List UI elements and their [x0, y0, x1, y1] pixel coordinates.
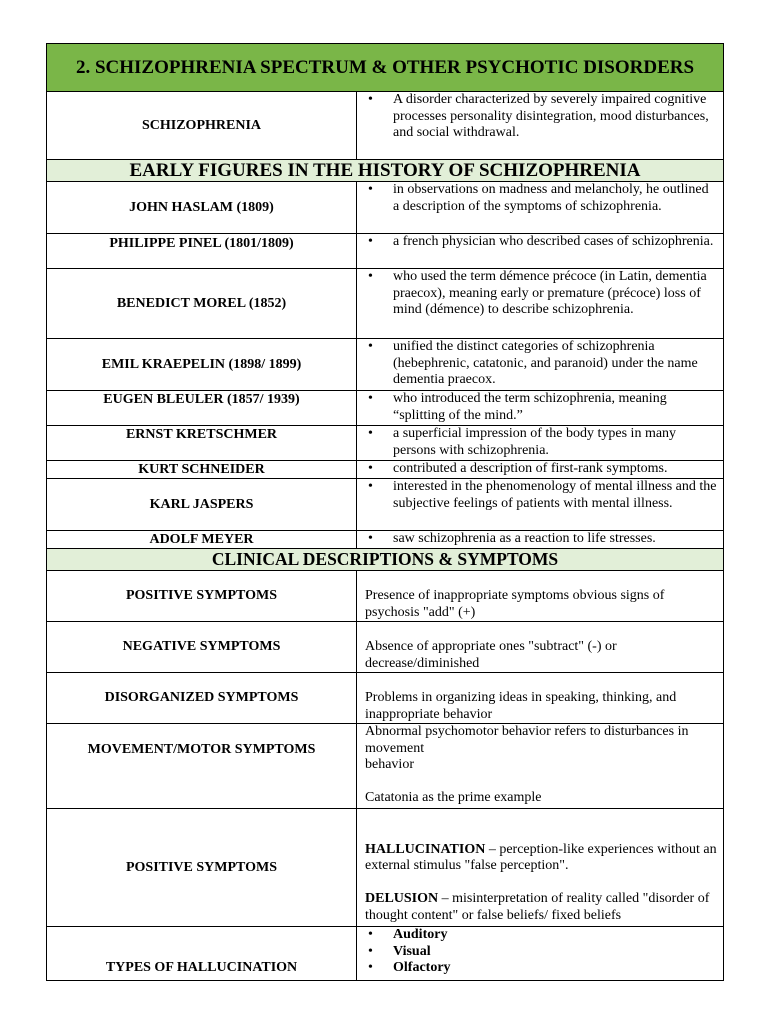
- figure-row: [47, 479, 724, 531]
- motor-line-3: Catatonia as the prime example: [365, 790, 542, 805]
- list-item: [368, 927, 717, 944]
- figure-desc: a superficial impression of the body types in many persons with schizophrenia.: [393, 426, 677, 458]
- motor-line-1: Abnormal psychomotor behavior refers to disturbances in movement: [365, 724, 689, 756]
- figure-desc-cell: [357, 269, 724, 339]
- figure-desc: who introduced the term schizophrenia, meaning “splitting of the mind.”: [393, 391, 667, 423]
- bullet-icon: •: [368, 92, 373, 107]
- list-item: [368, 960, 717, 977]
- figure-desc-cell: [357, 234, 724, 269]
- figure-name: PHILIPPE PINEL (1801/1809): [47, 234, 357, 269]
- delusion-definition: [365, 891, 719, 924]
- figure-desc: interested in the phenomenology of mental illness and the subjective feelings of patients with mental illness.: [393, 479, 717, 511]
- section-heading-early-figures: EARLY FIGURES IN THE HISTORY OF SCHIZOPHRENIA: [47, 160, 724, 182]
- symptom-desc: Problems in organizing ideas in speaking, thinking, and inappropriate behavior: [357, 673, 724, 724]
- figure-row: [47, 234, 724, 269]
- bullet-icon: •: [368, 927, 373, 942]
- figure-row: [47, 461, 724, 479]
- figure-row: [47, 269, 724, 339]
- figure-name: EMIL KRAEPELIN (1898/ 1899): [47, 339, 357, 391]
- hallucination-type: Auditory: [393, 927, 448, 942]
- symptom-label: MOVEMENT/MOTOR SYMPTOMS: [47, 724, 357, 809]
- hallucination-definition: [365, 842, 719, 875]
- figure-row: [47, 339, 724, 391]
- hallucination-types-cell: [357, 927, 724, 981]
- figure-desc: unified the distinct categories of schizophrenia (hebephrenic, catatonic, and paranoid) under the name dementia praecox.: [393, 339, 698, 387]
- symptom-desc-cell: [357, 724, 724, 809]
- symptom-row: [47, 571, 724, 622]
- figure-desc: contributed a description of first-rank symptoms.: [393, 461, 668, 476]
- symptom-row: [47, 724, 724, 809]
- bullet-icon: •: [368, 461, 373, 476]
- list-item: [368, 92, 717, 142]
- figure-desc-cell: [357, 426, 724, 461]
- figure-name: BENEDICT MOREL (1852): [47, 269, 357, 339]
- hallucination-type: Visual: [393, 943, 431, 959]
- symptom-desc: Absence of appropriate ones "subtract" (-) or decrease/diminished: [357, 622, 724, 673]
- notes-table: [46, 43, 724, 981]
- bullet-icon: •: [368, 943, 373, 959]
- definition-term: SCHIZOPHRENIA: [47, 92, 357, 160]
- definition-text: A disorder characterized by severely impaired cognitive processes personality disintegration, mood disturbances, and social withdrawal.: [393, 92, 709, 140]
- bullet-icon: •: [368, 960, 373, 975]
- definition-row: [47, 92, 724, 160]
- figure-desc-cell: [357, 531, 724, 549]
- figure-desc: who used the term démence précoce (in Latin, dementia praecox), meaning early or premature (précoce) loss of mind (démence) to describe schizophrenia.: [393, 269, 707, 317]
- figure-desc-cell: [357, 479, 724, 531]
- bullet-icon: •: [368, 426, 373, 441]
- list-item: [368, 426, 717, 459]
- figure-desc: a french physician who described cases of schizophrenia.: [393, 234, 714, 249]
- figure-row: [47, 426, 724, 461]
- symptom-desc-cell: [357, 809, 724, 927]
- symptom-row: [47, 673, 724, 724]
- figure-row: [47, 182, 724, 234]
- figure-name: KURT SCHNEIDER: [47, 461, 357, 479]
- bullet-icon: •: [368, 234, 373, 249]
- list-item: [368, 391, 717, 424]
- motor-line-2: behavior: [365, 757, 414, 772]
- symptom-label: NEGATIVE SYMPTOMS: [47, 622, 357, 673]
- bullet-icon: •: [368, 531, 373, 546]
- bullet-icon: •: [368, 479, 373, 494]
- symptom-row: [47, 927, 724, 981]
- figure-row: [47, 391, 724, 426]
- delusion-term: DELUSION: [365, 891, 439, 906]
- figure-desc-cell: [357, 391, 724, 426]
- bullet-icon: •: [368, 269, 373, 284]
- hallucination-term: HALLUCINATION: [365, 841, 486, 857]
- symptom-label: DISORGANIZED SYMPTOMS: [47, 673, 357, 724]
- figure-row: [47, 531, 724, 549]
- list-item: [368, 339, 717, 389]
- symptom-label: POSITIVE SYMPTOMS: [47, 571, 357, 622]
- definition-text-cell: [357, 92, 724, 160]
- figure-desc-cell: [357, 182, 724, 234]
- figure-desc-cell: [357, 461, 724, 479]
- figure-desc: saw schizophrenia as a reaction to life stresses.: [393, 531, 656, 546]
- section-heading-clinical: CLINICAL DESCRIPTIONS & SYMPTOMS: [47, 549, 724, 571]
- symptom-desc: Presence of inappropriate symptoms obvious signs of psychosis "add" (+): [357, 571, 724, 622]
- delusion-text: – misinterpretation of reality called "disorder of thought content" or false beliefs/ fixed beliefs: [365, 891, 710, 923]
- bullet-icon: •: [368, 182, 373, 197]
- figure-name: EUGEN BLEULER (1857/ 1939): [47, 391, 357, 426]
- symptom-row: [47, 622, 724, 673]
- list-item: [368, 531, 717, 548]
- figure-desc: in observations on madness and melancholy, he outlined a description of the symptoms of schizophrenia.: [393, 182, 709, 214]
- list-item: [368, 269, 717, 319]
- list-item: [368, 479, 717, 512]
- figure-name: JOHN HASLAM (1809): [47, 182, 357, 234]
- list-item: [368, 461, 717, 478]
- hallucination-text: – perception-like experiences without an external stimulus "false perception".: [365, 841, 717, 873]
- list-item: [368, 234, 717, 251]
- symptom-label: TYPES OF HALLUCINATION: [47, 927, 357, 981]
- symptom-row: [47, 809, 724, 927]
- figure-name: ADOLF MEYER: [47, 531, 357, 549]
- figure-desc-cell: [357, 339, 724, 391]
- bullet-icon: •: [368, 339, 373, 354]
- list-item: [368, 943, 717, 961]
- figure-name: KARL JASPERS: [47, 479, 357, 531]
- figure-name: ERNST KRETSCHMER: [47, 426, 357, 461]
- list-item: [368, 182, 717, 215]
- symptom-label: POSITIVE SYMPTOMS: [47, 809, 357, 927]
- hallucination-type: Olfactory: [393, 960, 451, 975]
- document-title: 2. SCHIZOPHRENIA SPECTRUM & OTHER PSYCHOTIC DISORDERS: [47, 44, 724, 92]
- bullet-icon: •: [368, 391, 373, 406]
